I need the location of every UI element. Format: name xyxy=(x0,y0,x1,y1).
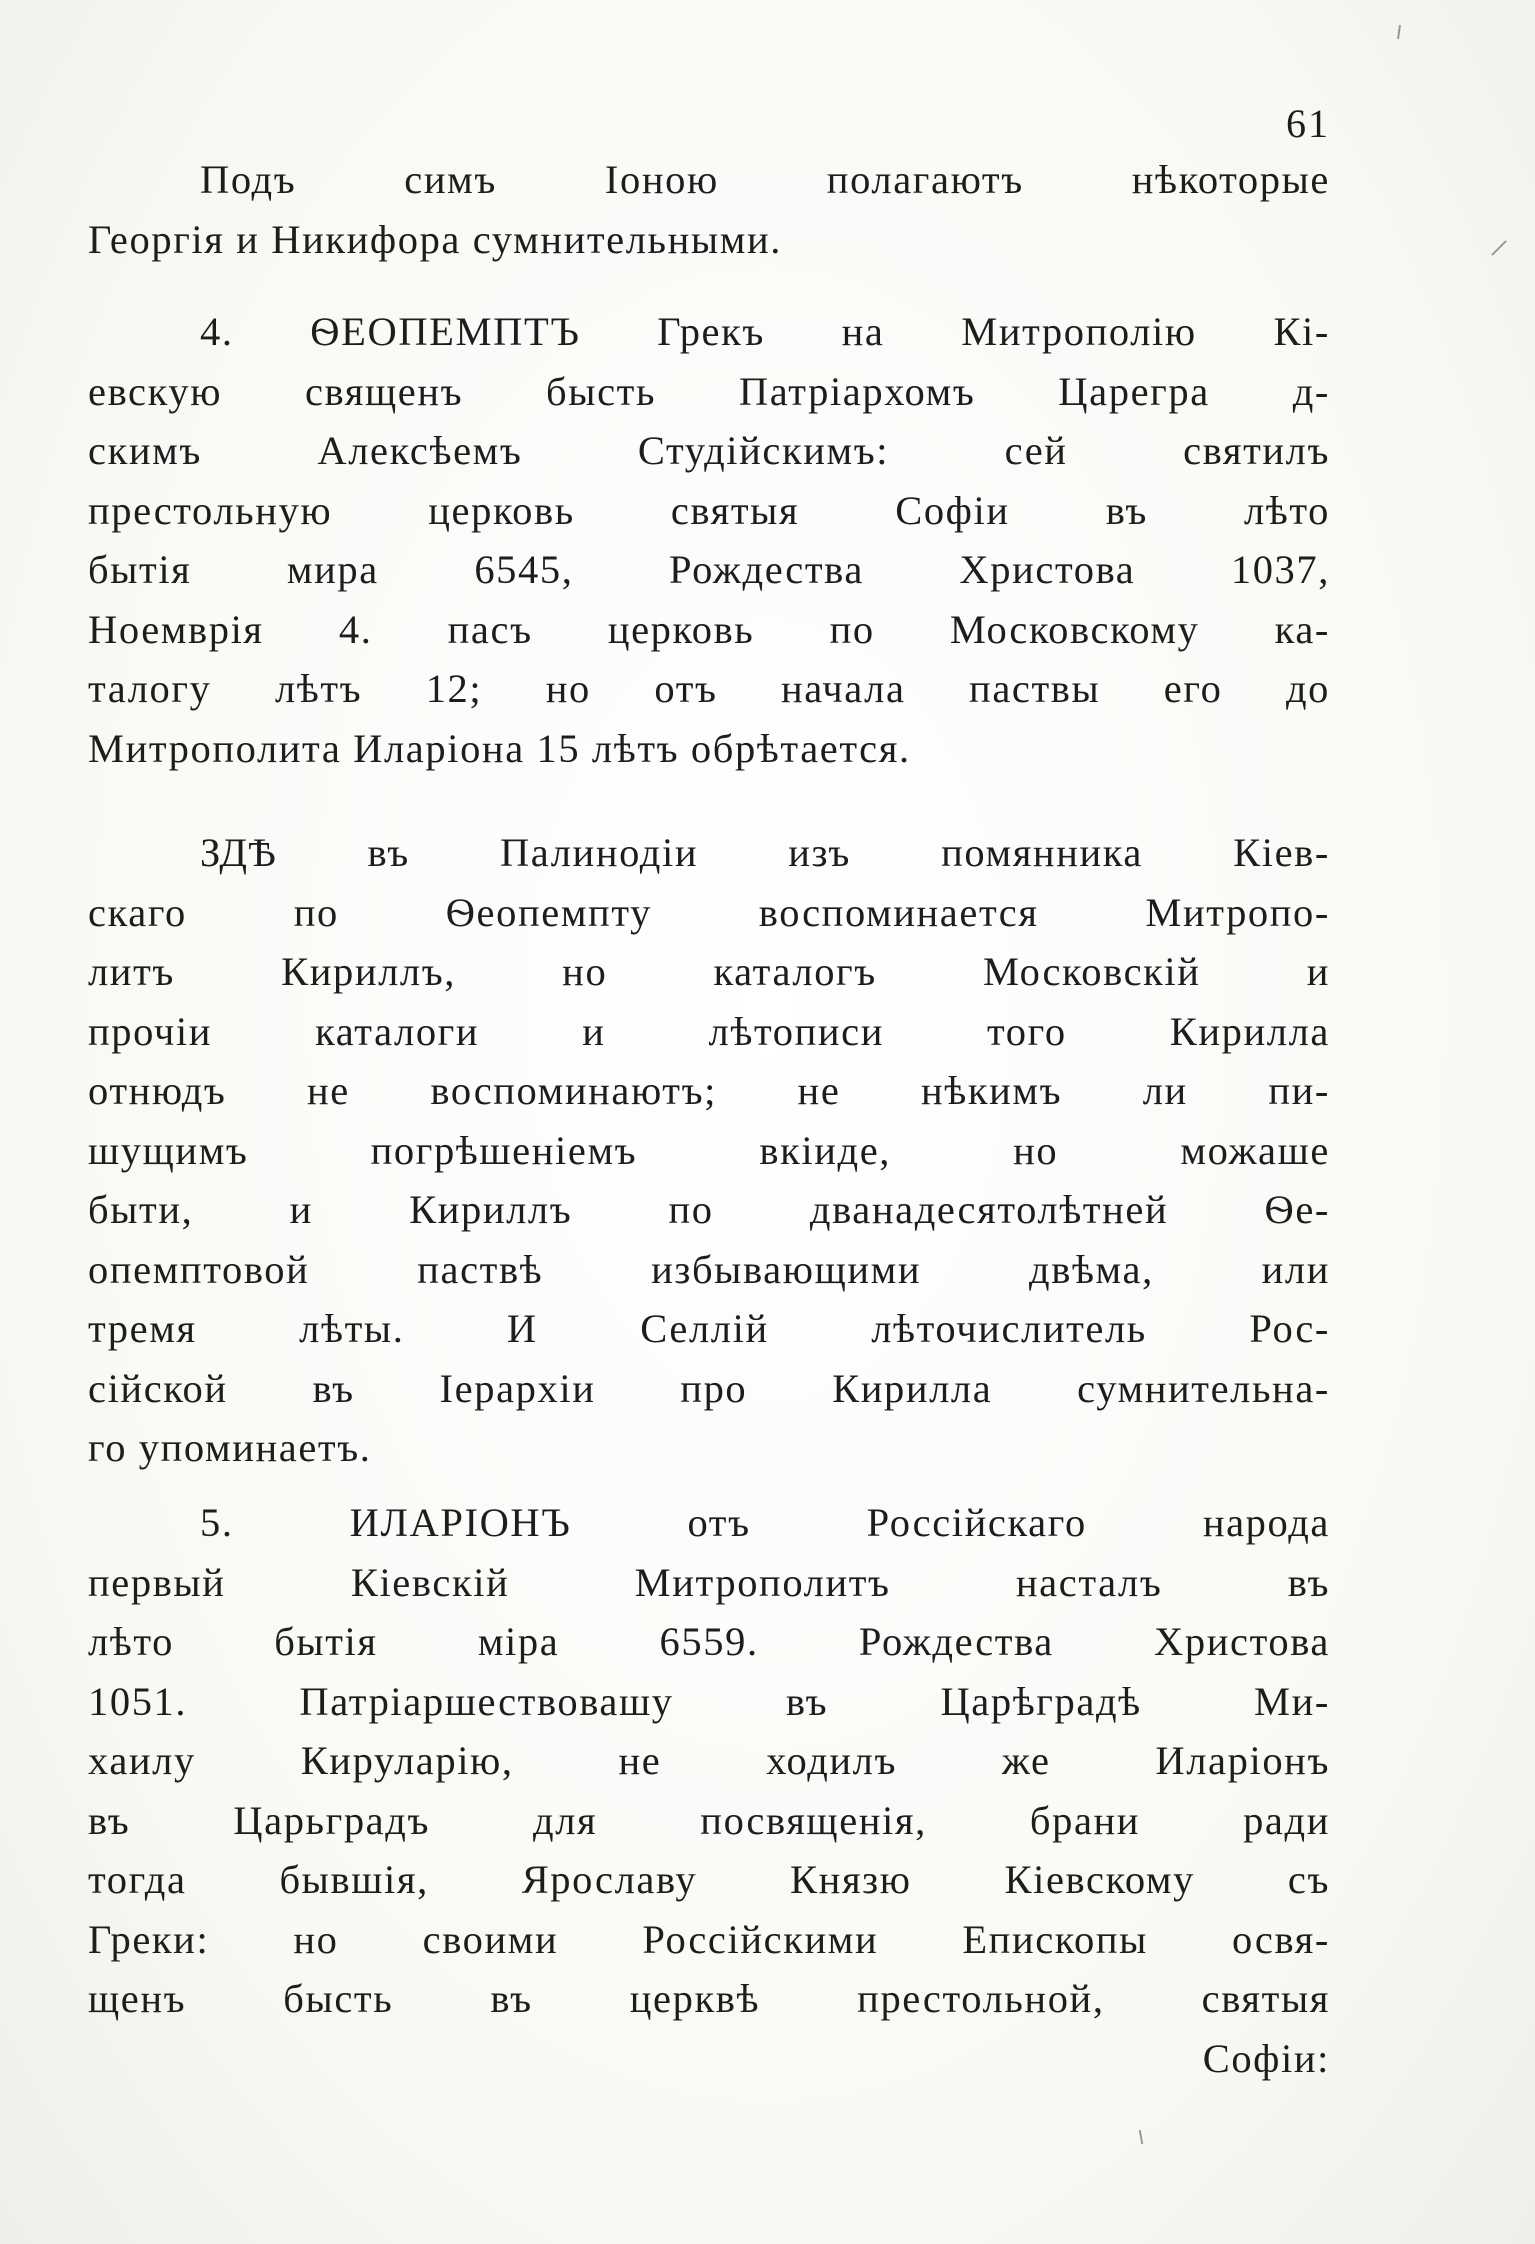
text-line: скаго по Ѳеопемпту воспоминается Митропо- xyxy=(88,889,1330,935)
text-line: лѣто бытія міра 6559. Рождества Христова xyxy=(88,1619,1330,1664)
paragraph-3 xyxy=(88,823,1330,1478)
text-line: евскую священъ бысть Патріархомъ Царегра д- xyxy=(88,368,1330,414)
text-line: ЗДѢ въ Палинодіи изъ помянника Кіев- xyxy=(200,830,1330,875)
text-line: опемптовой паствѣ избывающими двѣма, или xyxy=(88,1246,1330,1292)
paper-mark xyxy=(1491,240,1507,256)
text-line: 4. ѲЕОПЕМПТЪ Грекъ на Митрополію Кі- xyxy=(200,309,1330,354)
paragraph-1 xyxy=(88,150,1330,269)
text-line: Митрополита Иларіона 15 лѣтъ обрѣтается. xyxy=(88,725,911,771)
text-line: бытія мира 6545, Рождества Христова 1037, xyxy=(88,547,1330,592)
text-line: прочіи каталоги и лѣтописи того Кирилла xyxy=(88,1008,1330,1054)
text-line: тремя лѣты. И Селлій лѣточислитель Рос- xyxy=(88,1306,1330,1351)
paragraph-4 xyxy=(88,1493,1330,2088)
text-line: шущимъ погрѣшеніемъ вкіиде, но можаше xyxy=(88,1127,1330,1173)
text-line: Греки: но своими Россійскими Епископы освя- xyxy=(88,1916,1330,1962)
text-line: престольную церковь святыя Софіи въ лѣто xyxy=(88,487,1330,533)
text-line: 5. ИЛАРІОНЪ отъ Россійскаго народа xyxy=(200,1500,1330,1545)
text-line: отнюдъ не воспоминаютъ; не нѣкимъ ли пи- xyxy=(88,1068,1330,1113)
text-line: Георгія и Никифора сумнительными. xyxy=(88,216,782,262)
text-line: хаилу Кируларію, не ходилъ же Иларіонъ xyxy=(88,1738,1330,1783)
text-line: первый Кіевскій Митрополитъ насталъ въ xyxy=(88,1559,1330,1605)
text-line: 1051. Патріаршествовашу въ Царѣградѣ Ми- xyxy=(88,1678,1330,1724)
paper-mark xyxy=(1397,25,1401,39)
text-line: литъ Кириллъ, но каталогъ Московскій и xyxy=(88,949,1330,994)
text-line: Ноемврія 4. пасъ церковь по Московскому ка- xyxy=(88,606,1330,652)
text-line: скимъ Алексѣемъ Студійскимъ: сей святилъ xyxy=(88,428,1330,473)
text-line: го упоминаетъ. xyxy=(88,1425,372,1470)
paper-mark xyxy=(1139,2130,1143,2144)
page-number: 61 xyxy=(1286,101,1330,146)
text-line: тогда бывшія, Ярославу Князю Кіевскому съ xyxy=(88,1857,1330,1902)
text-line: сійской въ Іерархіи про Кирилла сумнительна- xyxy=(88,1365,1330,1411)
text-line: Подъ симъ Іоною полагаютъ нѣкоторые xyxy=(200,157,1330,202)
text-line: быти, и Кириллъ по дванадесятолѣтней Ѳе- xyxy=(88,1187,1330,1232)
catchword: Софіи: xyxy=(1202,2035,1330,2081)
text-line: щенъ бысть въ церквѣ престольной, святыя xyxy=(88,1976,1330,2021)
text-line: въ Царьградъ для посвященія, брани ради xyxy=(88,1797,1330,1843)
paragraph-2 xyxy=(88,302,1330,778)
text-line: талогу лѣтъ 12; но отъ начала паствы его до xyxy=(88,666,1330,711)
